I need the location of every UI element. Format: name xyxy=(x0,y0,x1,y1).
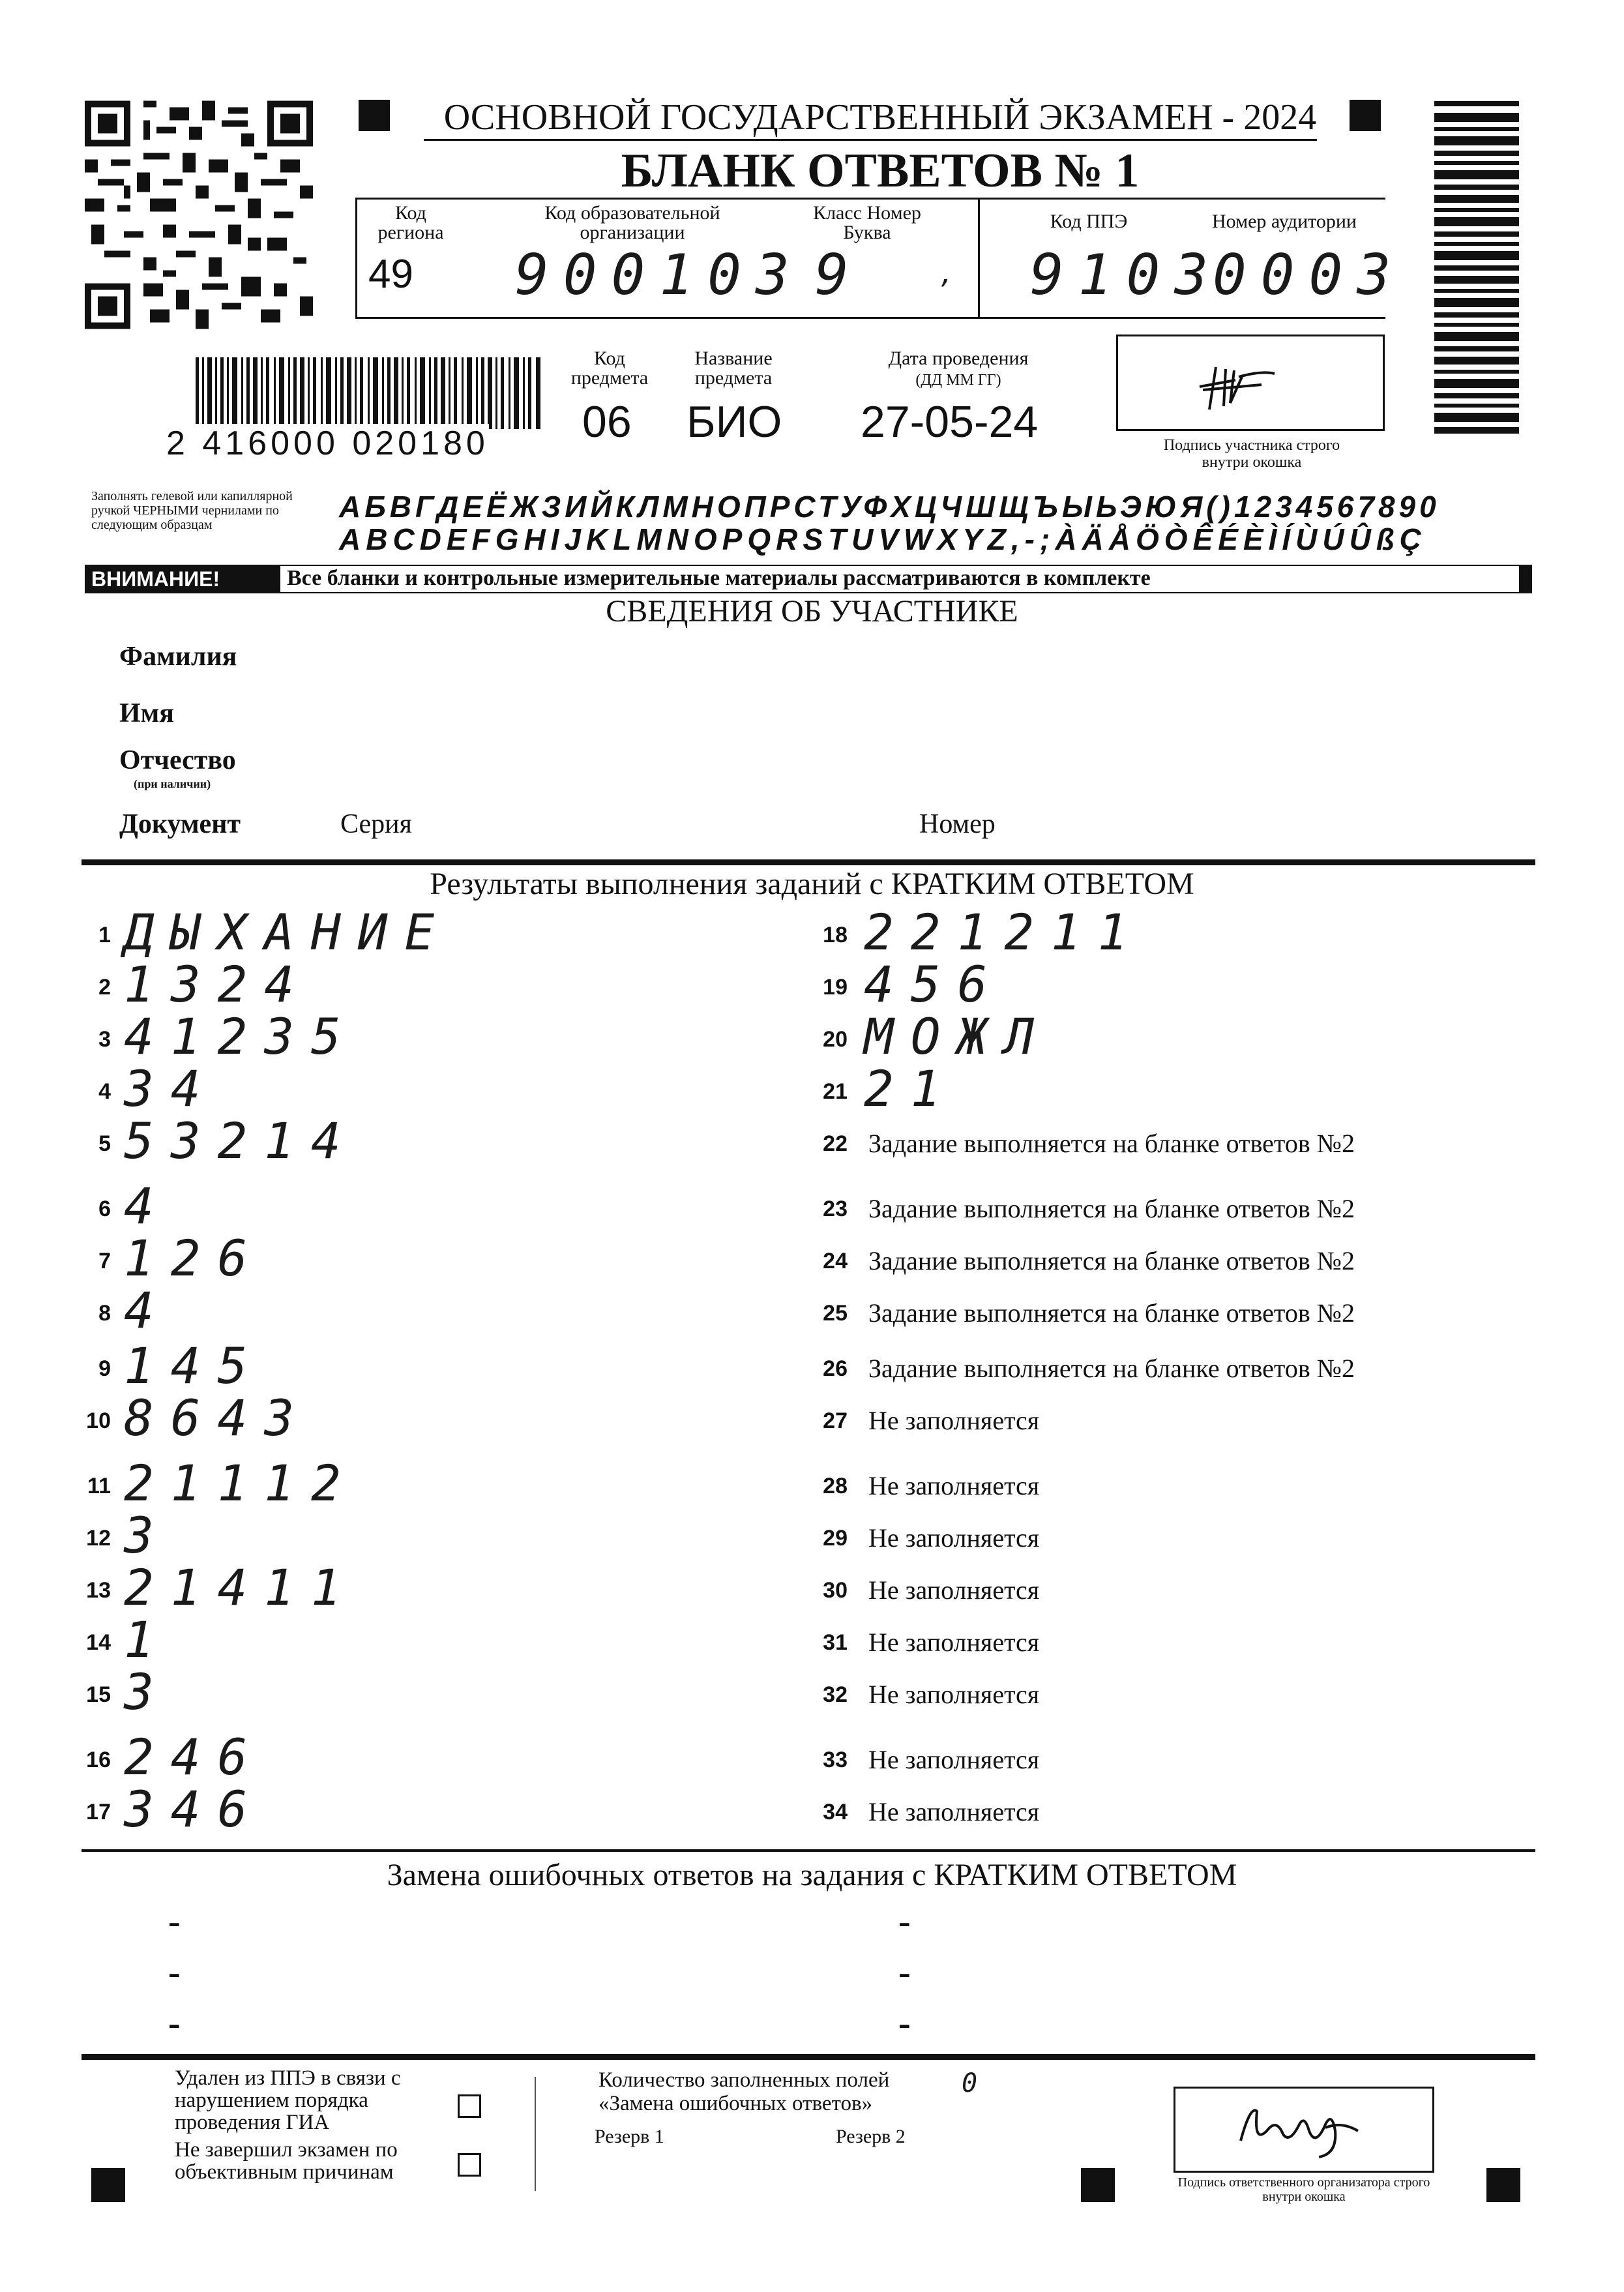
task-answer[interactable]: 1324 xyxy=(124,955,312,1013)
barcode xyxy=(196,357,541,429)
task-answer[interactable]: 21411 xyxy=(124,1558,358,1616)
task-number: 18 xyxy=(823,923,848,947)
participant-signature xyxy=(1190,351,1294,416)
task-answer[interactable]: 126 xyxy=(124,1229,265,1287)
section-rule xyxy=(81,1849,1535,1852)
participant-signature-caption: Подпись участника строго внутри окошка xyxy=(1163,437,1340,471)
subject-code-value[interactable]: 06 xyxy=(582,397,632,447)
participant-signature-box[interactable] xyxy=(1116,335,1385,431)
task-answer[interactable]: 4 xyxy=(124,1177,171,1235)
task-answer[interactable]: МОЖЛ xyxy=(864,1007,1052,1065)
replacement-dash[interactable]: - xyxy=(898,1952,911,1993)
task-number: 26 xyxy=(823,1356,848,1381)
section-rule xyxy=(81,859,1535,865)
corner-marker xyxy=(1350,100,1381,131)
region-label: Код региона xyxy=(377,202,444,243)
samples-instruction: Заполнять гелевой или капиллярной ручкой ЧЕРНЫМИ чернилами по следующим образцам xyxy=(91,489,293,532)
task-answer[interactable]: 21 xyxy=(864,1060,958,1118)
task-number: 14 xyxy=(86,1630,111,1655)
date-value[interactable]: 27-05-24 xyxy=(861,397,1039,447)
task-number: 10 xyxy=(86,1408,111,1433)
region-value[interactable]: 49 xyxy=(368,252,413,297)
task-note: Не заполняется xyxy=(868,1745,1040,1774)
organizer-signature-box[interactable] xyxy=(1174,2087,1434,2173)
task-answer[interactable]: 346 xyxy=(124,1780,265,1838)
ppe-value[interactable]: 9103 xyxy=(1030,243,1223,308)
replacement-dash[interactable]: - xyxy=(168,1901,181,1942)
count-value[interactable]: 0 xyxy=(962,2068,992,2098)
task-number: 21 xyxy=(823,1079,848,1104)
codes-frame-left xyxy=(355,198,357,319)
task-number: 27 xyxy=(823,1408,848,1433)
task-note: Не заполняется xyxy=(868,1680,1040,1709)
corner-marker xyxy=(1081,2168,1115,2202)
task-number: 13 xyxy=(86,1578,111,1603)
replacement-dash[interactable]: - xyxy=(168,1952,181,1993)
org-value[interactable]: 900103 xyxy=(515,243,804,308)
task-number: 1 xyxy=(98,923,111,947)
series-label: Серия xyxy=(340,809,412,839)
task-number: 22 xyxy=(823,1131,848,1156)
task-number: 28 xyxy=(823,1474,848,1498)
task-answer[interactable]: 3 xyxy=(124,1663,171,1721)
task-note: Не заполняется xyxy=(868,1523,1040,1553)
task-answer[interactable]: 8643 xyxy=(124,1389,312,1447)
corner-marker xyxy=(1486,2168,1520,2202)
patronymic-label: Отчество xyxy=(119,745,236,775)
task-number: 3 xyxy=(98,1027,111,1052)
task-number: 15 xyxy=(86,1682,111,1707)
corner-marker xyxy=(359,100,390,131)
org-label: Код образовательной организации xyxy=(544,202,720,243)
task-number: 34 xyxy=(823,1800,848,1824)
ppe-label: Код ППЭ xyxy=(1050,211,1128,232)
task-number: 30 xyxy=(823,1578,848,1603)
task-number: 19 xyxy=(823,975,848,1000)
task-note: Задание выполняется на бланке ответов №2 xyxy=(868,1298,1355,1328)
qr-code xyxy=(85,99,313,331)
name-label: Имя xyxy=(119,698,174,728)
task-number: 29 xyxy=(823,1526,848,1551)
task-note: Задание выполняется на бланке ответов №2 xyxy=(868,1194,1355,1223)
replacement-dash[interactable]: - xyxy=(898,2003,911,2044)
task-number: 5 xyxy=(98,1131,111,1156)
task-number: 16 xyxy=(86,1748,111,1772)
task-answer[interactable]: 34 xyxy=(124,1060,218,1118)
task-number: 33 xyxy=(823,1748,848,1772)
not-finished-label: Не завершил экзамен по объективным причинам xyxy=(175,2138,398,2184)
task-note: Не заполняется xyxy=(868,1628,1040,1657)
task-note: Задание выполняется на бланке ответов №2 xyxy=(868,1246,1355,1275)
samples-row-cyrillic: АБВГДЕЁЖЗИЙКЛМНОПРСТУФХЦЧШЩЪЫЬЭЮЯ()1234567890 xyxy=(339,490,1440,524)
footer-divider xyxy=(535,2077,536,2191)
replacement-dash[interactable]: - xyxy=(898,1901,911,1942)
warning-badge: ВНИМАНИЕ! xyxy=(91,567,220,591)
number-label: Номер xyxy=(919,809,996,839)
codes-frame-bottom xyxy=(355,317,1385,319)
task-number: 6 xyxy=(98,1197,111,1221)
section-rule xyxy=(81,2054,1535,2060)
task-number: 11 xyxy=(87,1474,111,1498)
participant-title: СВЕДЕНИЯ ОБ УЧАСТНИКЕ xyxy=(606,594,1018,629)
reserve-2: Резерв 2 xyxy=(836,2126,906,2147)
surname-label: Фамилия xyxy=(119,642,237,672)
not-finished-checkbox[interactable] xyxy=(458,2153,481,2177)
task-answer[interactable]: 246 xyxy=(124,1728,265,1786)
replacement-dash[interactable]: - xyxy=(168,2003,181,2044)
task-answer[interactable]: 41235 xyxy=(124,1007,358,1065)
organizer-signature-caption: Подпись ответственного организатора строго внутри окошка xyxy=(1177,2175,1430,2204)
task-number: 8 xyxy=(98,1301,111,1326)
task-number: 25 xyxy=(823,1301,848,1326)
corner-marker xyxy=(91,2168,125,2202)
task-answer[interactable]: ДЫХАНИЕ xyxy=(124,903,452,961)
task-number: 31 xyxy=(823,1630,848,1655)
room-value[interactable]: 0003 xyxy=(1213,243,1406,308)
class-value[interactable]: 9 xyxy=(815,243,863,308)
task-answer[interactable]: 456 xyxy=(864,955,1005,1013)
date-format: (ДД ММ ГГ) xyxy=(915,372,1001,389)
removed-checkbox[interactable] xyxy=(458,2094,481,2118)
removed-label: Удален из ППЭ в связи с нарушением порядка проведения ГИА xyxy=(175,2066,401,2134)
task-note: Задание выполняется на бланке ответов №2 xyxy=(868,1129,1355,1158)
task-answer[interactable]: 3 xyxy=(124,1506,171,1564)
results-title: Результаты выполнения заданий с КРАТКИМ ОТВЕТОМ xyxy=(430,867,1194,901)
codes-frame-top xyxy=(355,198,1385,200)
task-number: 20 xyxy=(823,1027,848,1052)
task-number: 32 xyxy=(823,1682,848,1707)
subject-code-label: Код предмета xyxy=(570,348,649,389)
task-number: 7 xyxy=(98,1249,111,1273)
room-label: Номер аудитории xyxy=(1212,211,1357,232)
samples-row-latin: ABCDEFGHIJKLMNOPQRSTUVWXYZ,-;ÀÄÅÖÒÊÉÈÌÍÙÚÛßÇ xyxy=(339,522,1427,556)
barcode-number: 2 416000 020180 xyxy=(166,424,489,462)
class-letter[interactable]: , xyxy=(939,260,969,290)
class-label: Класс Номер Буква xyxy=(813,202,921,243)
task-number: 4 xyxy=(98,1079,111,1104)
form-subtitle: БЛАНК ОТВЕТОВ № 1 xyxy=(621,144,1140,198)
task-answer[interactable]: 4 xyxy=(124,1281,171,1339)
document-label: Документ xyxy=(119,809,241,839)
date-label: Дата проведения xyxy=(888,348,1029,369)
task-note: Не заполняется xyxy=(868,1406,1040,1435)
task-note: Не заполняется xyxy=(868,1797,1040,1826)
count-label: Количество заполненных полей «Замена ошибочных ответов» xyxy=(598,2068,890,2115)
task-answer[interactable]: 221211 xyxy=(864,903,1145,961)
task-number: 24 xyxy=(823,1249,848,1273)
task-answer[interactable]: 53214 xyxy=(124,1112,358,1170)
task-note: Не заполняется xyxy=(868,1575,1040,1605)
form-title: ОСНОВНОЙ ГОСУДАРСТВЕННЫЙ ЭКЗАМЕН - 2024 xyxy=(443,97,1317,138)
task-number: 2 xyxy=(98,975,111,1000)
patronymic-note: (при наличии) xyxy=(134,777,211,790)
subject-name-value[interactable]: БИО xyxy=(687,397,782,447)
task-answer[interactable]: 145 xyxy=(124,1337,265,1395)
task-number: 17 xyxy=(86,1800,111,1824)
reserve-1: Резерв 1 xyxy=(595,2126,664,2147)
task-answer[interactable]: 21112 xyxy=(124,1454,358,1512)
subject-name-label: Название предмета xyxy=(694,348,773,389)
task-note: Не заполняется xyxy=(868,1471,1040,1500)
side-barcode xyxy=(1434,101,1519,440)
organizer-signature xyxy=(1228,2092,1384,2164)
task-note: Задание выполняется на бланке ответов №2 xyxy=(868,1354,1355,1383)
task-answer[interactable]: 1 xyxy=(124,1611,171,1669)
codes-frame-divider xyxy=(978,198,980,319)
task-number: 12 xyxy=(86,1526,111,1551)
task-number: 23 xyxy=(823,1197,848,1221)
warning-text: Все бланки и контрольные измерительные материалы рассматриваются в комплекте xyxy=(287,566,1151,590)
divider xyxy=(424,139,1317,141)
replacement-title: Замена ошибочных ответов на задания с КРАТКИМ ОТВЕТОМ xyxy=(387,1858,1237,1892)
task-number: 9 xyxy=(98,1356,111,1381)
